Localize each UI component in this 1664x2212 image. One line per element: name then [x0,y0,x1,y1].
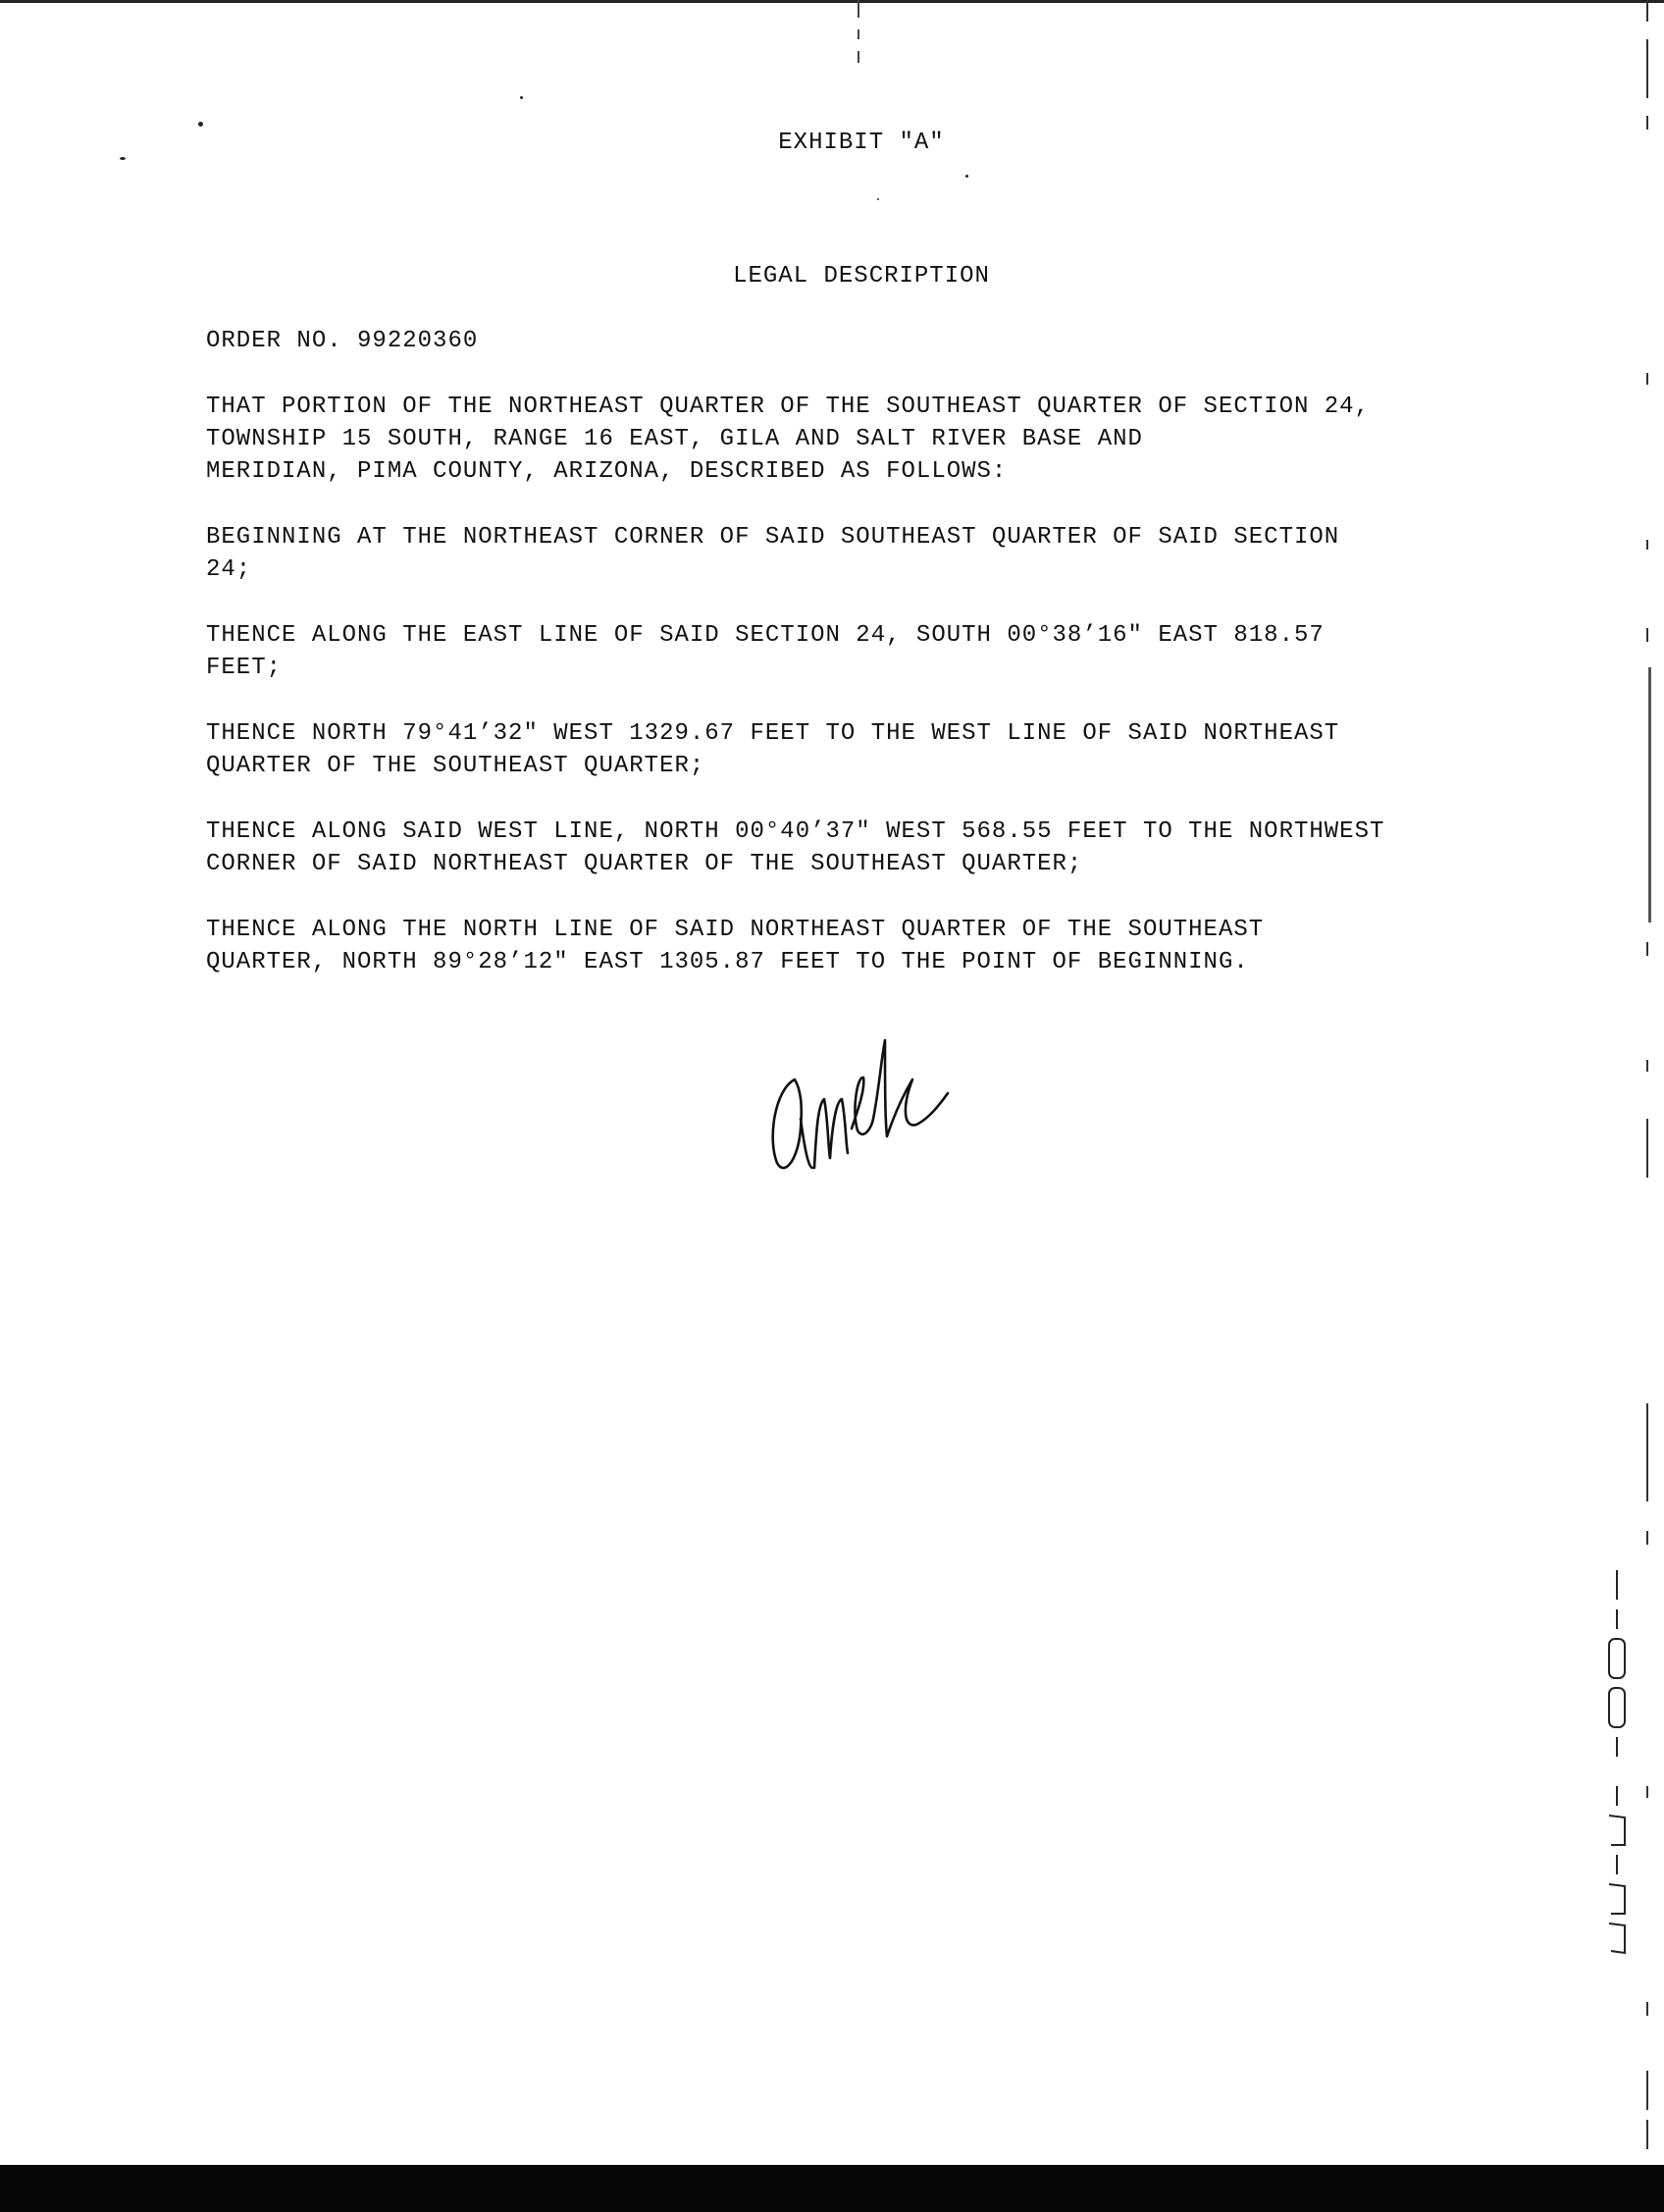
handwritten-signature [755,1021,952,1178]
exhibit-title: EXHIBIT "A" [778,130,945,156]
legal-paragraph: THENCE ALONG SAID WEST LINE, NORTH 00°40’37" WEST 568.55 FEET TO THE NORTHWEST CORNER OF SAID NORTHEAST QUARTER OF THE SOUTHEAST QUARTER; [206,818,1385,877]
side-stamp-number [1601,1560,1631,1973]
scan-speck [120,157,126,160]
scan-dash [858,51,859,63]
scan-speck [877,198,879,200]
scan-bottom-band [0,2165,1664,2212]
scan-right-edge [1637,0,1664,2165]
scan-dash [858,29,859,39]
legal-paragraph: THENCE ALONG THE EAST LINE OF SAID SECTION 24, SOUTH 00°38’16" EAST 818.57 FEET; [206,622,1325,681]
scan-dash [858,0,859,18]
section-title: LEGAL DESCRIPTION [733,263,990,290]
order-number: ORDER NO. 99220360 [206,328,479,354]
scan-speck [965,175,968,178]
scan-speck [198,122,203,127]
legal-paragraph: THENCE ALONG THE NORTH LINE OF SAID NORTHEAST QUARTER OF THE SOUTHEAST QUARTER, NORTH 89°28’12" EAST 1305.87 FEET TO THE POINT OF BEGINNING. [206,917,1265,975]
legal-paragraph: THENCE NORTH 79°41’32" WEST 1329.67 FEET TO THE WEST LINE OF SAID NORTHEAST QUARTER OF THE SOUTHEAST QUARTER; [206,720,1340,779]
legal-paragraph: BEGINNING AT THE NORTHEAST CORNER OF SAID SOUTHEAST QUARTER OF SAID SECTION 24; [206,524,1340,583]
legal-paragraph: THAT PORTION OF THE NORTHEAST QUARTER OF THE SOUTHEAST QUARTER OF SECTION 24, TOWNSHIP 15 SOUTH, RANGE 16 EAST, GILA AND SALT RIVER BASE AND MERIDIAN, PIMA COUNTY, ARIZONA, DESCRIBED AS FOLLOWS: [206,394,1370,485]
scan-top-border [0,0,1664,3]
scan-speck [520,96,523,99]
